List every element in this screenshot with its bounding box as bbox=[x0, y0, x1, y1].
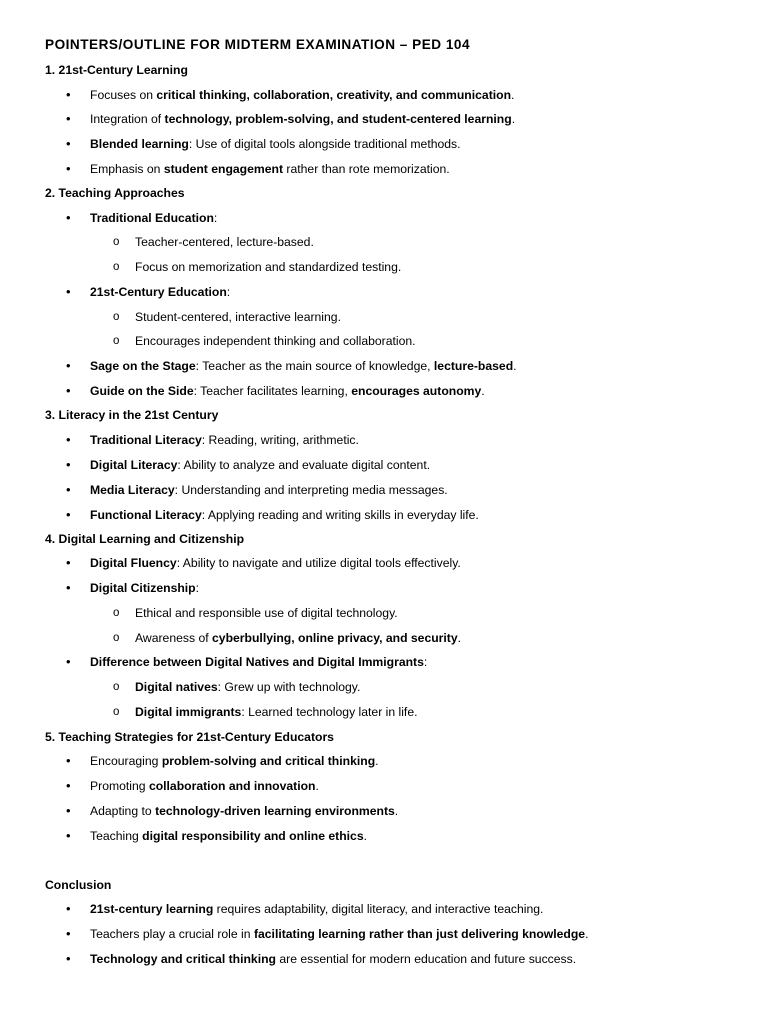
bullet-item bbox=[90, 432, 359, 448]
text: Student-centered, interactive learning. bbox=[135, 310, 341, 324]
bullet-dot-icon: • bbox=[66, 111, 71, 126]
bullet-dot-icon: • bbox=[66, 654, 71, 669]
bullet-item bbox=[90, 901, 543, 917]
text: Conclusion bbox=[45, 878, 112, 892]
sub-bullet-item bbox=[135, 234, 314, 250]
text: rather than rote memorization. bbox=[283, 162, 450, 176]
bullet-item bbox=[90, 580, 199, 596]
text: Focuses on bbox=[90, 88, 157, 102]
bold-text: technology, problem-solving, and student-centered learning bbox=[164, 112, 512, 126]
bullet-dot-icon: • bbox=[66, 926, 71, 941]
text: Ethical and responsible use of digital technology. bbox=[135, 606, 398, 620]
bullet-item bbox=[90, 778, 319, 794]
bullet-item bbox=[90, 161, 450, 177]
bold-text: technology-driven learning environments bbox=[155, 804, 395, 818]
text: 3. Literacy in the 21st Century bbox=[45, 408, 219, 422]
bold-text: Digital Literacy bbox=[90, 458, 178, 472]
bullet-dot-icon: • bbox=[66, 828, 71, 843]
text: Emphasis on bbox=[90, 162, 164, 176]
bold-text: Media Literacy bbox=[90, 483, 175, 497]
bold-text: cyberbullying, online privacy, and security bbox=[212, 631, 458, 645]
bold-text: problem-solving and critical thinking bbox=[161, 754, 376, 768]
text: . bbox=[511, 88, 515, 102]
bold-text: digital responsibility and online ethics bbox=[142, 829, 364, 843]
sub-bullet-item bbox=[135, 704, 417, 720]
text: Encouraging bbox=[90, 754, 162, 768]
bullet-item bbox=[90, 358, 517, 374]
text: Focus on memorization and standardized testing. bbox=[135, 260, 402, 274]
text: : Ability to navigate and utilize digital tools effectively. bbox=[176, 556, 461, 570]
bullet-dot-icon: • bbox=[66, 87, 71, 102]
text: : Teacher as the main source of knowledge, bbox=[195, 359, 434, 373]
bullet-item bbox=[90, 136, 461, 152]
section-heading bbox=[45, 729, 334, 745]
bullet-item bbox=[90, 654, 427, 670]
text: Teaching bbox=[90, 829, 143, 843]
bold-text: Digital natives bbox=[135, 680, 218, 694]
text: . bbox=[511, 112, 516, 126]
text: 4. Digital Learning and Citizenship bbox=[45, 532, 245, 546]
bold-text: Digital Citizenship bbox=[90, 581, 196, 595]
bullet-circle-icon: o bbox=[113, 681, 120, 693]
text: : bbox=[423, 655, 428, 669]
text: : Reading, writing, arithmetic. bbox=[201, 433, 359, 447]
text: Encourages independent thinking and collaboration. bbox=[135, 334, 416, 348]
text: : Use of digital tools alongside traditional methods. bbox=[188, 137, 461, 151]
bold-text: collaboration and innovation bbox=[148, 779, 316, 793]
text: : Understanding and interpreting media messages. bbox=[174, 483, 448, 497]
bullet-item bbox=[90, 507, 479, 523]
bullet-item bbox=[90, 828, 367, 844]
bullet-dot-icon: • bbox=[66, 580, 71, 595]
bullet-circle-icon: o bbox=[113, 335, 120, 347]
text: : Grew up with technology. bbox=[217, 680, 361, 694]
text: . bbox=[513, 359, 517, 373]
bullet-circle-icon: o bbox=[113, 261, 120, 273]
text: Promoting bbox=[90, 779, 149, 793]
bold-text: Sage on the Stage bbox=[90, 359, 196, 373]
bullet-dot-icon: • bbox=[66, 457, 71, 472]
bold-text: critical thinking, collaboration, creativity, and communication bbox=[156, 88, 512, 102]
bold-text: Difference between Digital Natives and Digital Immigrants bbox=[90, 655, 424, 669]
bold-text: encourages autonomy bbox=[351, 384, 482, 398]
bold-text: Digital immigrants bbox=[135, 705, 242, 719]
bullet-item bbox=[90, 753, 379, 769]
bullet-item bbox=[90, 87, 514, 103]
text: : Teacher facilitates learning, bbox=[193, 384, 352, 398]
section-heading bbox=[45, 877, 111, 893]
text: 5. Teaching Strategies for 21st-Century Educators bbox=[45, 730, 334, 744]
bullet-dot-icon: • bbox=[66, 482, 71, 497]
text: Adapting to bbox=[90, 804, 156, 818]
bullet-item bbox=[90, 926, 588, 942]
text: . bbox=[585, 927, 589, 941]
text: 1. 21st-Century Learning bbox=[45, 63, 188, 77]
bullet-circle-icon: o bbox=[113, 632, 120, 644]
text: : Ability to analyze and evaluate digital content. bbox=[177, 458, 431, 472]
bullet-item bbox=[90, 210, 217, 226]
bold-text: facilitating learning rather than just delivering knowledge bbox=[253, 927, 586, 941]
text: . bbox=[457, 631, 462, 645]
bullet-circle-icon: o bbox=[113, 311, 120, 323]
bold-text: Technology and critical thinking bbox=[90, 952, 276, 966]
bold-text: Traditional Literacy bbox=[90, 433, 202, 447]
bullet-dot-icon: • bbox=[66, 555, 71, 570]
text: Awareness of bbox=[135, 631, 213, 645]
bold-text: Digital Fluency bbox=[90, 556, 177, 570]
bullet-dot-icon: • bbox=[66, 901, 71, 916]
bullet-dot-icon: • bbox=[66, 803, 71, 818]
text: requires adaptability, digital literacy, and interactive teaching. bbox=[213, 902, 544, 916]
bullet-item bbox=[90, 111, 515, 127]
bold-text: student engagement bbox=[163, 162, 284, 176]
sub-bullet-item bbox=[135, 605, 398, 621]
bullet-item bbox=[90, 457, 430, 473]
bullet-circle-icon: o bbox=[113, 706, 120, 718]
section-heading bbox=[45, 185, 185, 201]
bullet-dot-icon: • bbox=[66, 358, 71, 373]
text: . bbox=[481, 384, 485, 398]
sub-bullet-item bbox=[135, 333, 416, 349]
bullet-dot-icon: • bbox=[66, 753, 71, 768]
bullet-item bbox=[90, 951, 576, 967]
text: : Learned technology later in life. bbox=[241, 705, 418, 719]
text: : bbox=[195, 581, 200, 595]
bullet-item bbox=[90, 383, 485, 399]
bullet-dot-icon: • bbox=[66, 136, 71, 151]
sub-bullet-item bbox=[135, 259, 401, 275]
bullet-item bbox=[90, 284, 230, 300]
bold-text: lecture-based bbox=[433, 359, 514, 373]
bullet-item bbox=[90, 803, 398, 819]
text: Integration of bbox=[90, 112, 165, 126]
bold-text: 21st-century learning bbox=[90, 902, 214, 916]
bullet-circle-icon: o bbox=[113, 236, 120, 248]
text: . bbox=[375, 754, 379, 768]
bold-text: Traditional Education bbox=[90, 211, 214, 225]
bullet-circle-icon: o bbox=[113, 607, 120, 619]
bullet-dot-icon: • bbox=[66, 778, 71, 793]
text: : bbox=[226, 285, 231, 299]
sub-bullet-item bbox=[135, 309, 341, 325]
text: : bbox=[213, 211, 218, 225]
text: are essential for modern education and future success. bbox=[276, 952, 577, 966]
bullet-dot-icon: • bbox=[66, 951, 71, 966]
bold-text: 21st-Century Education bbox=[90, 285, 227, 299]
bullet-item bbox=[90, 555, 461, 571]
sub-bullet-item bbox=[135, 679, 360, 695]
text: Teacher-centered, lecture-based. bbox=[135, 235, 314, 249]
text: . bbox=[315, 779, 319, 793]
section-heading bbox=[45, 407, 218, 423]
text: : Applying reading and writing skills in everyday life. bbox=[201, 508, 479, 522]
text: . bbox=[394, 804, 399, 818]
bold-text: Functional Literacy bbox=[90, 508, 202, 522]
bullet-item bbox=[90, 482, 448, 498]
sub-bullet-item bbox=[135, 630, 461, 646]
bold-text: Blended learning bbox=[90, 137, 189, 151]
bullet-dot-icon: • bbox=[66, 210, 71, 225]
bullet-dot-icon: • bbox=[66, 507, 71, 522]
bullet-dot-icon: • bbox=[66, 383, 71, 398]
bullet-dot-icon: • bbox=[66, 161, 71, 176]
section-heading bbox=[45, 531, 244, 547]
section-heading bbox=[45, 62, 188, 78]
bold-text: Guide on the Side bbox=[90, 384, 194, 398]
document-title: POINTERS/OUTLINE FOR MIDTERM EXAMINATION – PED 104 bbox=[45, 37, 471, 52]
text: . bbox=[363, 829, 368, 843]
text: Teachers play a crucial role in bbox=[90, 927, 254, 941]
bullet-dot-icon: • bbox=[66, 284, 71, 299]
bullet-dot-icon: • bbox=[66, 432, 71, 447]
text: 2. Teaching Approaches bbox=[45, 186, 185, 200]
